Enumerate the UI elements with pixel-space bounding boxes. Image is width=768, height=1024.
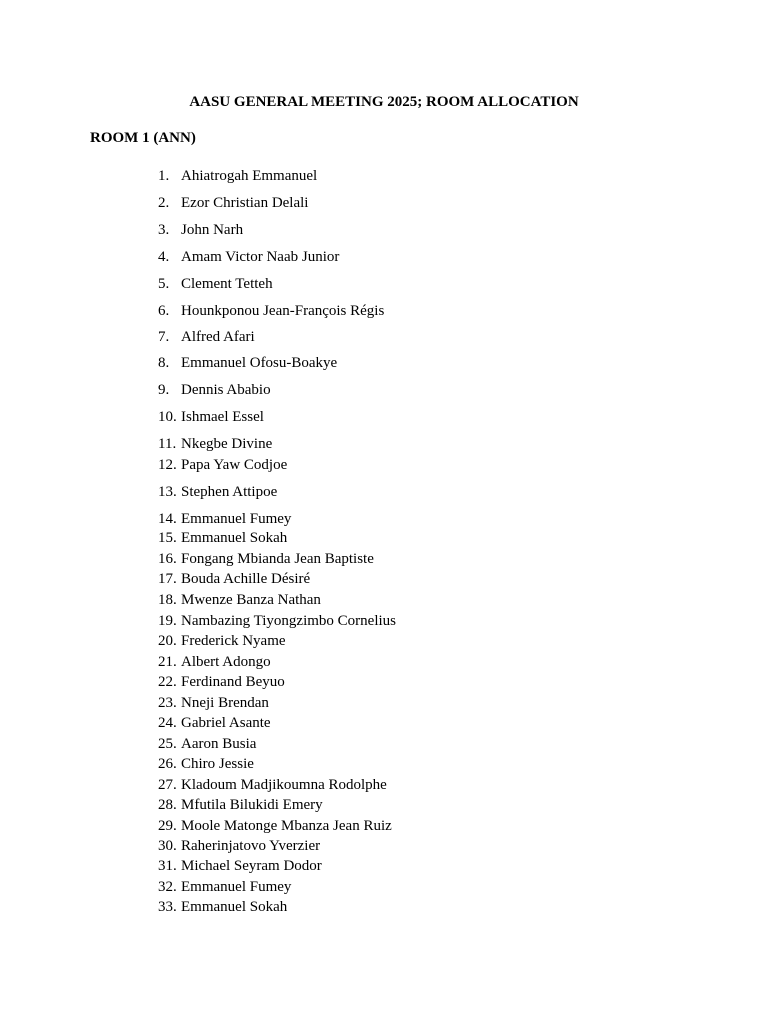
- list-item-name: Ahiatrogah Emmanuel: [181, 168, 318, 184]
- list-item-name: Emmanuel Fumey: [181, 511, 292, 527]
- list-item-name: Mfutila Bilukidi Emery: [181, 797, 323, 813]
- list-item-name: Chiro Jessie: [181, 756, 254, 772]
- list-item-name: Michael Seyram Dodor: [181, 858, 322, 874]
- list-item-number: 7.: [158, 329, 170, 345]
- list-item-number: 8.: [158, 355, 170, 371]
- list-item-name: Ferdinand Beyuo: [181, 674, 285, 690]
- list-item-name: Albert Adongo: [181, 654, 271, 670]
- list-item-name: Moole Matonge Mbanza Jean Ruiz: [181, 818, 392, 834]
- list-item-number: 13.: [158, 484, 177, 500]
- list-item-number: 10.: [158, 409, 177, 425]
- list-item-name: Aaron Busia: [181, 736, 257, 752]
- list-item-number: 5.: [158, 276, 170, 292]
- list-item-number: 23.: [158, 695, 177, 711]
- list-item-number: 19.: [158, 613, 177, 629]
- list-item-name: Bouda Achille Désiré: [181, 571, 311, 587]
- list-item-number: 20.: [158, 633, 177, 649]
- list-item-number: 26.: [158, 756, 177, 772]
- list-item-number: 17.: [158, 571, 177, 587]
- list-item-number: 2.: [158, 195, 170, 211]
- document-title: AASU GENERAL MEETING 2025; ROOM ALLOCATION: [189, 94, 579, 110]
- room-heading: ROOM 1 (ANN): [90, 130, 196, 146]
- list-item-name: Papa Yaw Codjoe: [181, 457, 288, 473]
- list-item-number: 18.: [158, 592, 177, 608]
- list-item-number: 24.: [158, 715, 177, 731]
- list-item-name: Frederick Nyame: [181, 633, 286, 649]
- list-item-number: 28.: [158, 797, 177, 813]
- list-item-name: John Narh: [181, 222, 244, 238]
- list-item-number: 25.: [158, 736, 177, 752]
- list-item-name: Ishmael Essel: [181, 409, 264, 425]
- list-item-name: Emmanuel Ofosu-Boakye: [181, 355, 338, 371]
- list-item-name: Fongang Mbianda Jean Baptiste: [181, 551, 374, 567]
- list-item-number: 32.: [158, 879, 177, 895]
- list-item-number: 33.: [158, 899, 177, 915]
- list-item-name: Ezor Christian Delali: [181, 195, 309, 211]
- list-item-name: Gabriel Asante: [181, 715, 271, 731]
- list-item-name: Emmanuel Sokah: [181, 530, 288, 546]
- list-item-name: Mwenze Banza Nathan: [181, 592, 321, 608]
- list-item-number: 16.: [158, 551, 177, 567]
- list-item-number: 3.: [158, 222, 170, 238]
- list-item-number: 31.: [158, 858, 177, 874]
- list-item-number: 22.: [158, 674, 177, 690]
- list-item-number: 30.: [158, 838, 177, 854]
- list-item-number: 21.: [158, 654, 177, 670]
- list-item-name: Emmanuel Sokah: [181, 899, 288, 915]
- list-item-name: Stephen Attipoe: [181, 484, 278, 500]
- list-item-name: Nkegbe Divine: [181, 436, 273, 452]
- list-item-name: Alfred Afari: [181, 329, 255, 345]
- list-item-number: 6.: [158, 303, 170, 319]
- list-item-name: Clement Tetteh: [181, 276, 273, 292]
- list-item-number: 4.: [158, 249, 170, 265]
- list-item-number: 14.: [158, 511, 177, 527]
- list-item-number: 11.: [158, 436, 177, 452]
- list-item-name: Emmanuel Fumey: [181, 879, 292, 895]
- list-item-name: Dennis Ababio: [181, 382, 271, 398]
- list-item-number: 15.: [158, 530, 177, 546]
- list-item-name: Raherinjatovo Yverzier: [181, 838, 321, 854]
- list-item-number: 27.: [158, 777, 177, 793]
- list-item-name: Kladoum Madjikoumna Rodolphe: [181, 777, 387, 793]
- list-item-name: Nneji Brendan: [181, 695, 269, 711]
- list-item-number: 29.: [158, 818, 177, 834]
- list-item-number: 12.: [158, 457, 177, 473]
- list-item-name: Hounkponou Jean-François Régis: [181, 303, 385, 319]
- list-item-name: Nambazing Tiyongzimbo Cornelius: [181, 613, 396, 629]
- list-item-number: 1.: [158, 168, 170, 184]
- list-item-number: 9.: [158, 382, 170, 398]
- list-item-name: Amam Victor Naab Junior: [181, 249, 340, 265]
